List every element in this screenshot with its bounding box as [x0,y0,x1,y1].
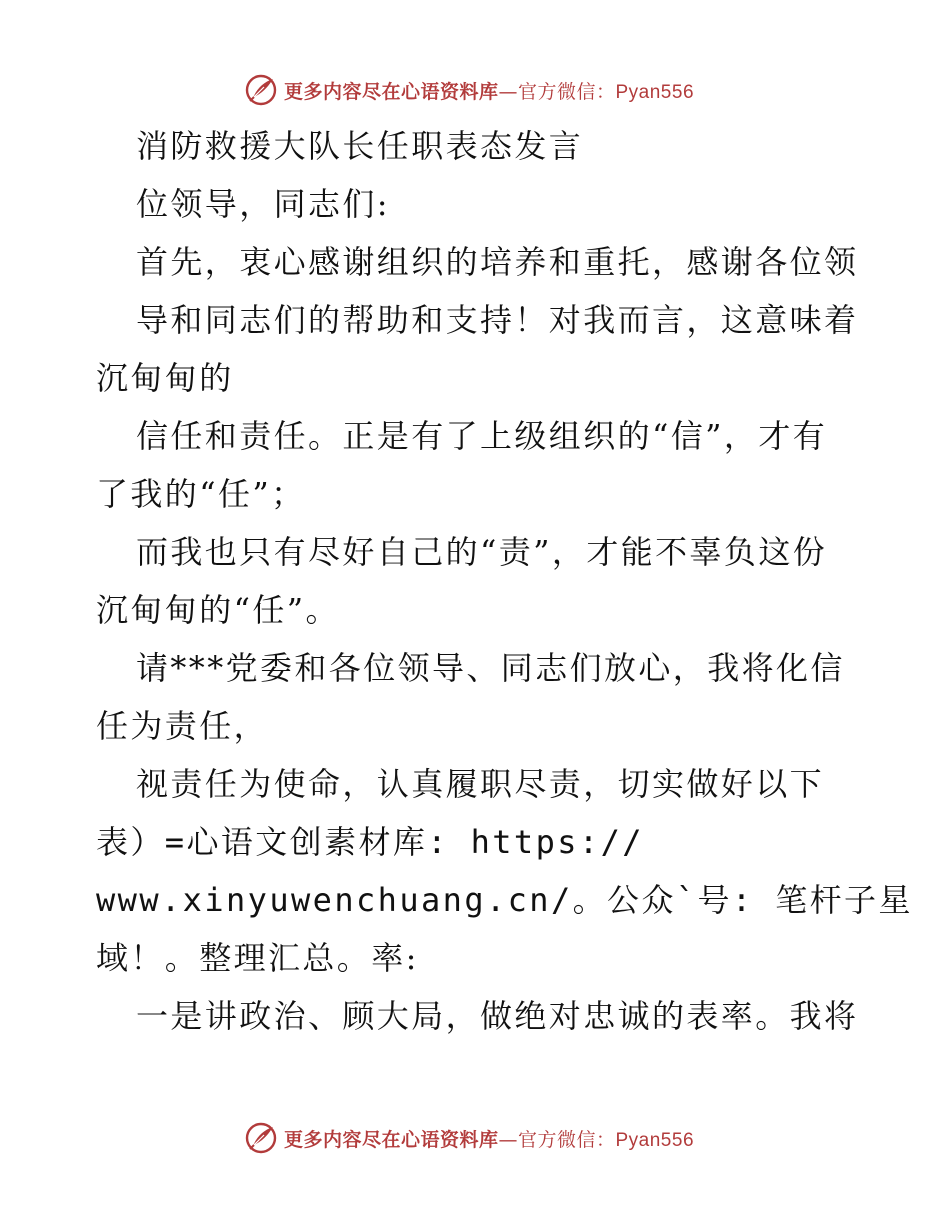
paragraph-line: www.xinyuwenchuang.cn/。公众`号: 笔杆子星 [96,881,913,919]
paragraph-line: 信任和责任。正是有了上级组织的“信”，才有 [136,417,828,455]
paragraph-line: 域！。整理汇总。率: [96,939,419,977]
header-main-text: 更多内容尽在心语资料库 [283,80,499,103]
footer-banner [0,1118,950,1158]
feather-pen-icon [244,73,278,107]
footer-main-text: 更多内容尽在心语资料库 [283,1128,499,1151]
paragraph-line: 导和同志们的帮助和支持！对我而言，这意味着 [136,301,859,339]
paragraph-line: 首先，衷心感谢组织的培养和重托，感谢各位领 [136,243,859,281]
paragraph-line: 了我的“任”； [96,475,306,513]
header-dash: — [498,80,518,103]
header-banner [0,70,950,110]
paragraph-line: 请***党委和各位领导、同志们放心，我将化信 [136,649,845,687]
paragraph-line: 视责任为使命，认真履职尽责，切实做好以下 [136,765,825,803]
paragraph-line: 沉甸甸的 [96,359,234,397]
paragraph-line: 任为责任， [96,707,269,745]
paragraph-line: 沉甸甸的“任”。 [96,591,340,629]
header-wechat-id: Pyan556 [615,81,695,103]
feather-pen-icon [244,1121,278,1155]
document-title: 消防救援大队长任职表态发言 [136,127,584,165]
footer-wechat-id: Pyan556 [615,1129,695,1151]
paragraph-line: 而我也只有尽好自己的“责”，才能不辜负这份 [136,533,828,571]
paragraph-line: 表）=心语文创素材库: https:// [96,823,644,861]
footer-dash: — [498,1128,518,1151]
paragraph-line: 一是讲政治、顾大局，做绝对忠诚的表率。我将 [136,997,859,1035]
salutation: 位领导，同志们: [136,185,390,223]
footer-official-label: 官方微信： [517,1128,616,1151]
header-official-label: 官方微信： [517,80,616,103]
